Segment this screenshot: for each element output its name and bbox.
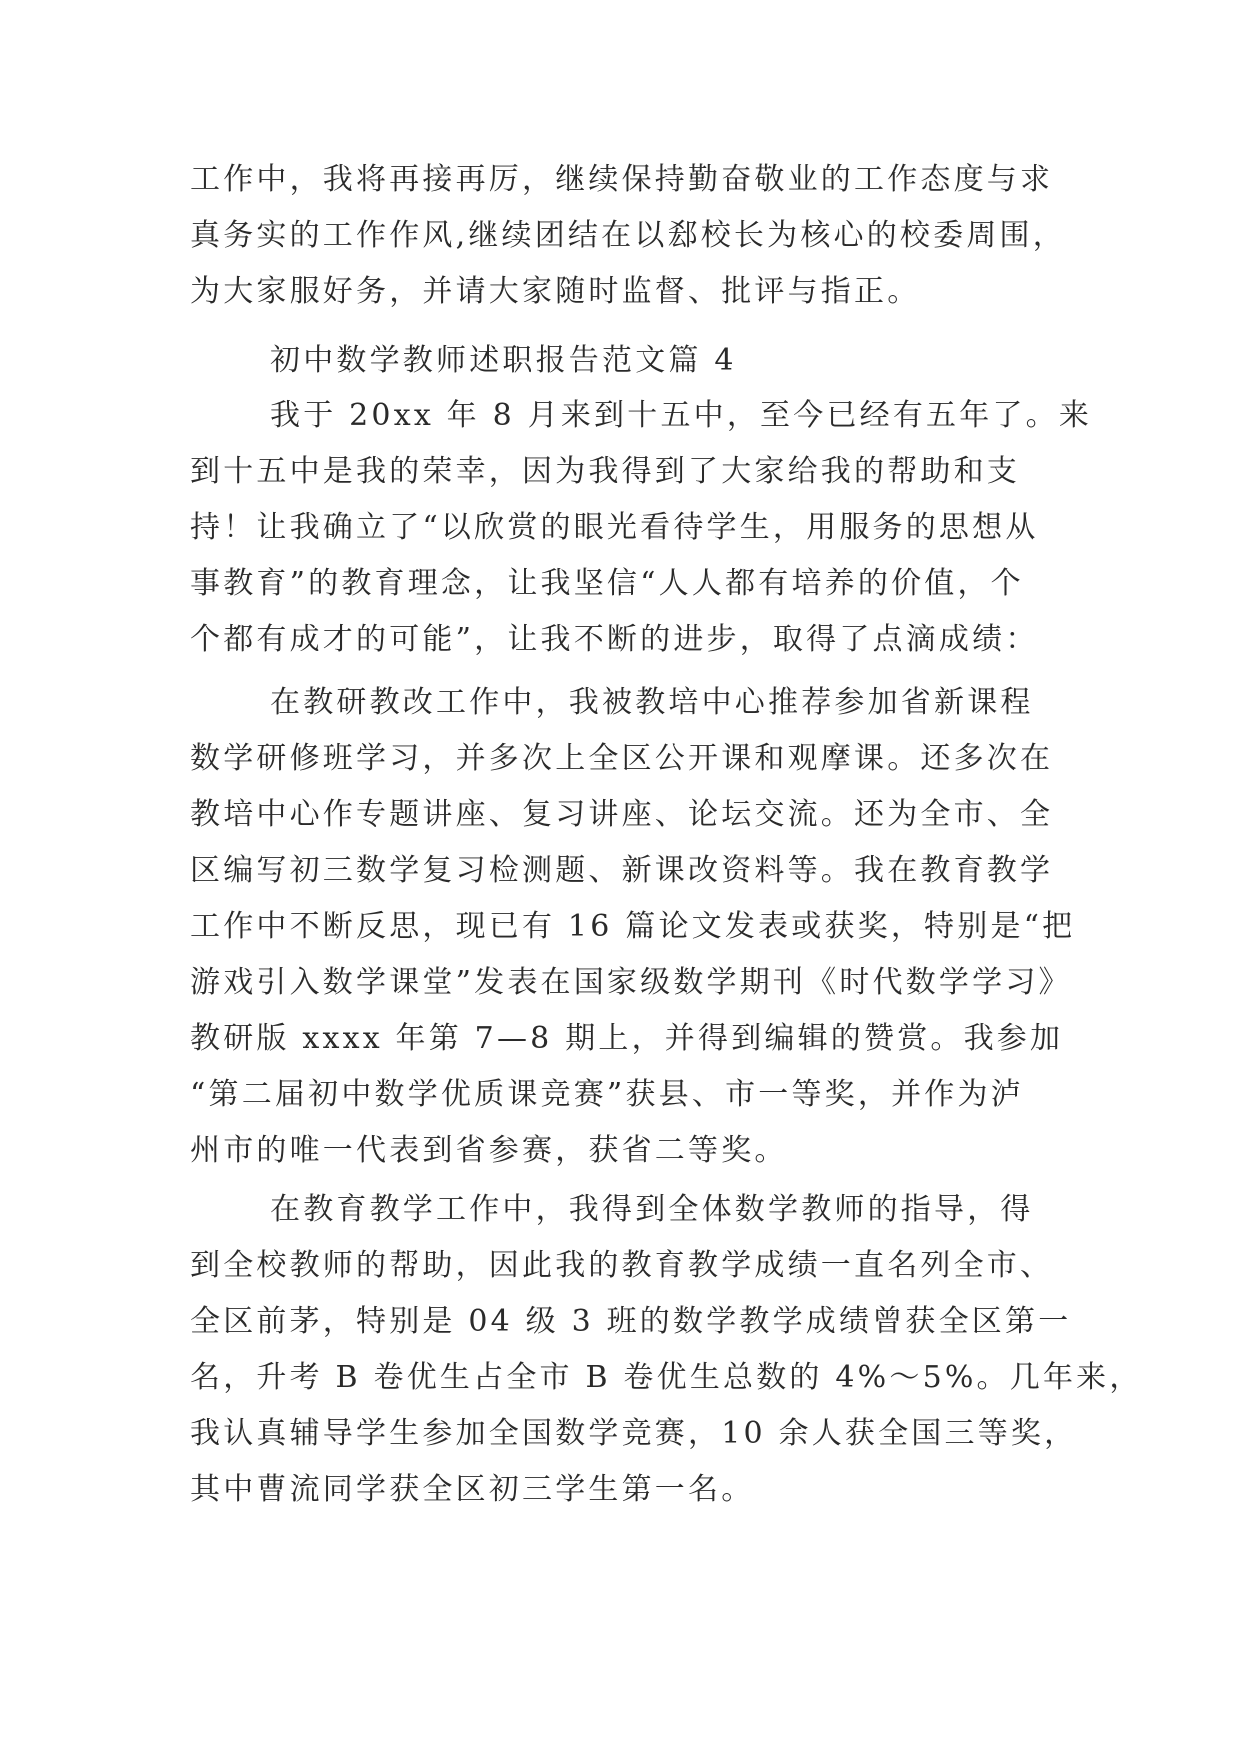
text-line: “第二届初中数学优质课竞赛”获县、市一等奖，并作为泸 xyxy=(190,1077,1024,1112)
text-line: 教培中心作专题讲座、复习讲座、论坛交流。还为全市、全 xyxy=(190,797,1054,832)
paragraph-teaching xyxy=(190,1182,1143,1518)
text-line: 在教育教学工作中，我得到全体数学教师的指导，得 xyxy=(270,1192,1034,1227)
text-line: 到十五中是我的荣幸，因为我得到了大家给我的帮助和支 xyxy=(190,454,1020,489)
text-line: 在教研教改工作中，我被教培中心推荐参加省新课程 xyxy=(270,685,1034,720)
paragraph-intro xyxy=(190,388,1093,668)
text-line: 工作中不断反思，现已有 16 篇论文发表或获奖，特别是“把 xyxy=(190,909,1076,944)
text-line: 到全校教师的帮助，因此我的教育教学成绩一直名列全市、 xyxy=(190,1248,1054,1283)
paragraph-research xyxy=(190,675,1076,1179)
text-line: 真务实的工作作风,继续团结在以郄校长为核心的校委周围， xyxy=(190,218,1066,253)
section-heading xyxy=(190,333,1070,389)
text-line: 持！让我确立了“以欣赏的眼光看待学生，用服务的思想从 xyxy=(190,510,1039,545)
text-line: 区编写初三数学复习检测题、新课改资料等。我在教育教学 xyxy=(190,853,1054,888)
text-line: 游戏引入数学课堂”发表在国家级数学期刊《时代数学学习》 xyxy=(190,965,1072,1000)
text-line: 数学研修班学习，并多次上全区公开课和观摩课。还多次在 xyxy=(190,741,1054,776)
text-line: 州市的唯一代表到省参赛，获省二等奖。 xyxy=(190,1133,788,1168)
text-line: 全区前茅，特别是 04 级 3 班的数学教学成绩曾获全区第一 xyxy=(190,1304,1072,1339)
text-line: 其中曹流同学获全区初三学生第一名。 xyxy=(190,1472,755,1507)
text-line: 为大家服好务，并请大家随时监督、批评与指正。 xyxy=(190,274,921,309)
text-line: 我认真辅导学生参加全国数学竞赛，10 余人获全国三等奖， xyxy=(190,1416,1078,1451)
text-line: 个都有成才的可能”，让我不断的进步，取得了点滴成绩： xyxy=(190,622,1039,657)
paragraph-continuation xyxy=(190,152,1070,320)
text-line: 工作中，我将再接再厉，继续保持勤奋敬业的工作态度与求 xyxy=(190,162,1054,197)
heading-text: 初中数学教师述职报告范文篇 4 xyxy=(270,343,737,378)
text-line: 我于 20xx 年 8 月来到十五中，至今已经有五年了。来 xyxy=(270,398,1093,433)
text-line: 教研版 xxxx 年第 7—8 期上，并得到编辑的赞赏。我参加 xyxy=(190,1021,1064,1056)
text-line: 名，升考 B 卷优生占全市 B 卷优生总数的 4%～5%。几年来， xyxy=(190,1360,1143,1395)
text-line: 事教育”的教育理念，让我坚信“人人都有培养的价值，个 xyxy=(190,566,1024,601)
